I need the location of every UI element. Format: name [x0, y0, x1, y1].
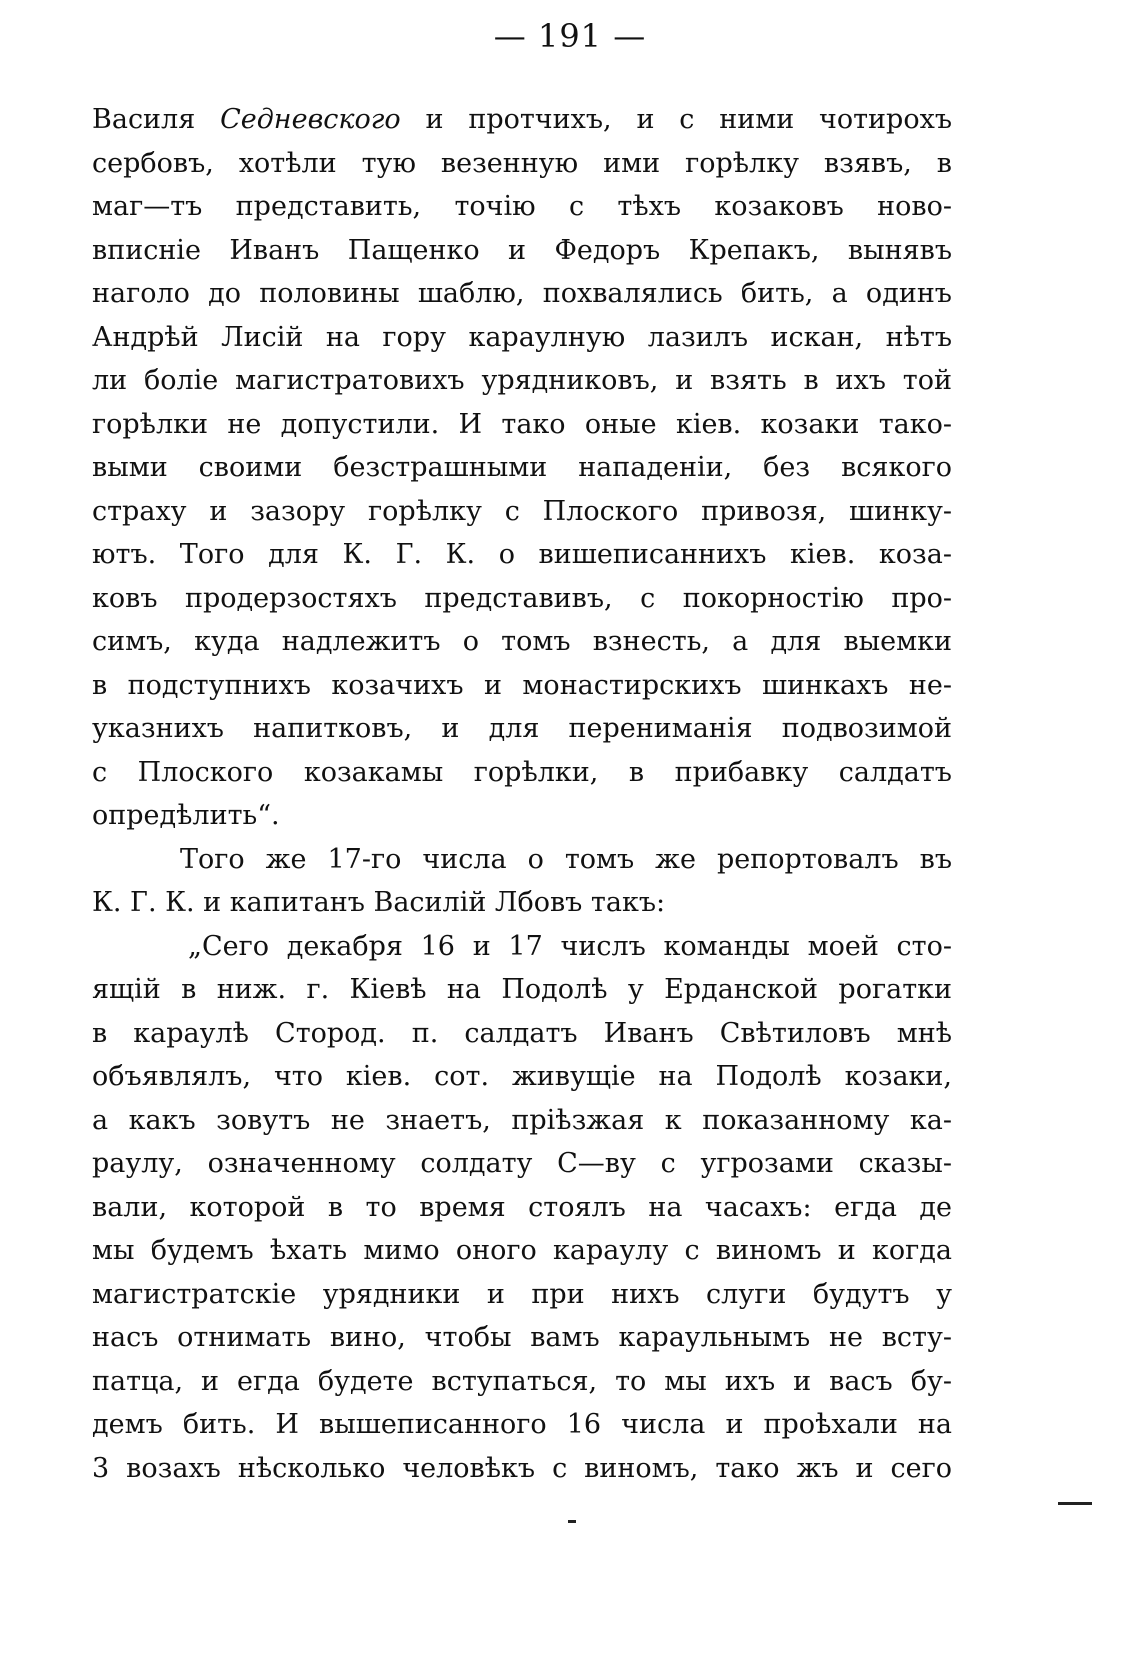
text-line: Андрѣй Лисій на гору караулную лазилъ искан, нѣтъ	[92, 321, 952, 353]
italic-name: Седневского	[220, 104, 401, 135]
text-line: вписніе Иванъ Пащенко и Федоръ Крепакъ, вынявъ	[92, 234, 952, 266]
ink-speck	[568, 1520, 576, 1523]
body-text	[92, 98, 952, 1490]
text-line: выми своими безстрашными нападеніи, без всякого	[92, 452, 952, 483]
text-line: демъ бить. И вышеписанного 16 числа и проѣхали на	[92, 1409, 952, 1440]
text-line: наголо до половины шаблю, похвалялись бить, а одинъ	[92, 278, 952, 309]
text-line: а какъ зовутъ не знаетъ, пріѣзжая к показанному ка-	[92, 1104, 952, 1136]
text-line: раулу, означенному солдату С—ву с угрозами сказы-	[92, 1148, 952, 1179]
text-line: вали, которой в то время стоялъ на часахъ: егда де	[92, 1191, 952, 1223]
text-line: К. Г. К. и капитанъ Василій Лбовъ такъ:	[92, 887, 666, 918]
text-line: опредѣлить“.	[92, 800, 280, 831]
text-line: „Сего декабря 16 и 17 числъ команды моей сто-	[188, 930, 952, 962]
text-line	[92, 98, 952, 142]
text-line: симъ, куда надлежитъ о томъ взнесть, а для выемки	[92, 626, 952, 657]
text-fragment: и протчихъ, и с ними чотирохъ	[400, 104, 952, 135]
page-number: — 191 —	[493, 17, 647, 55]
text-line: с Плоского козакамы горѣлки, в прибавку салдатъ	[92, 756, 952, 788]
text-line: в караулѣ Стород. п. салдатъ Иванъ Свѣтиловъ мнѣ	[92, 1017, 952, 1049]
text-line: маг—тъ представить, точію с тѣхъ козаковъ ново-	[92, 191, 952, 222]
text-line: сербовъ, хотѣли тую везенную ими горѣлку взявъ, в	[92, 147, 952, 179]
text-line: мы будемъ ѣхать мимо оного караулу с виномъ и когда	[92, 1235, 952, 1266]
text-line: ящій в ниж. г. Кіевѣ на Подолѣ у Ерданской рогатки	[92, 974, 952, 1005]
text-line: ли боліе магистратовихъ урядниковъ, и взять в ихъ той	[92, 365, 952, 396]
text-line: горѣлки не допустили. И тако оные кіев. козаки тако-	[92, 408, 952, 440]
text-line: патца, и егда будете вступаться, то мы ихъ и васъ бу-	[92, 1365, 952, 1397]
text-line: ютъ. Того для К. Г. К. о вишеписаннихъ кіев. коза-	[92, 539, 952, 570]
text-line: в подступнихъ козачихъ и монастирскихъ шинкахъ не-	[92, 669, 952, 701]
text-line: страху и зазору горѣлку с Плоского привозя, шинку-	[92, 495, 952, 527]
text-line: указнихъ напитковъ, и для перениманія подвозимой	[92, 713, 952, 744]
margin-mark	[1058, 1502, 1092, 1505]
text-line: Того же 17-го числа о томъ же репортовалъ въ	[180, 843, 952, 875]
text-fragment: Василя	[92, 104, 221, 135]
text-line: магистратскіе урядники и при нихъ слуги будутъ у	[92, 1278, 952, 1310]
text-line: 3 возахъ нѣсколько человѣкъ с виномъ, тако жъ и сего	[92, 1452, 952, 1484]
text-line: объявлялъ, что кіев. сот. живущіе на Подолѣ козаки,	[92, 1061, 952, 1092]
text-line: насъ отнимать вино, чтобы вамъ караульнымъ не всту-	[92, 1322, 952, 1353]
text-line: ковъ продерзостяхъ представивъ, с покорностію про-	[92, 582, 952, 614]
